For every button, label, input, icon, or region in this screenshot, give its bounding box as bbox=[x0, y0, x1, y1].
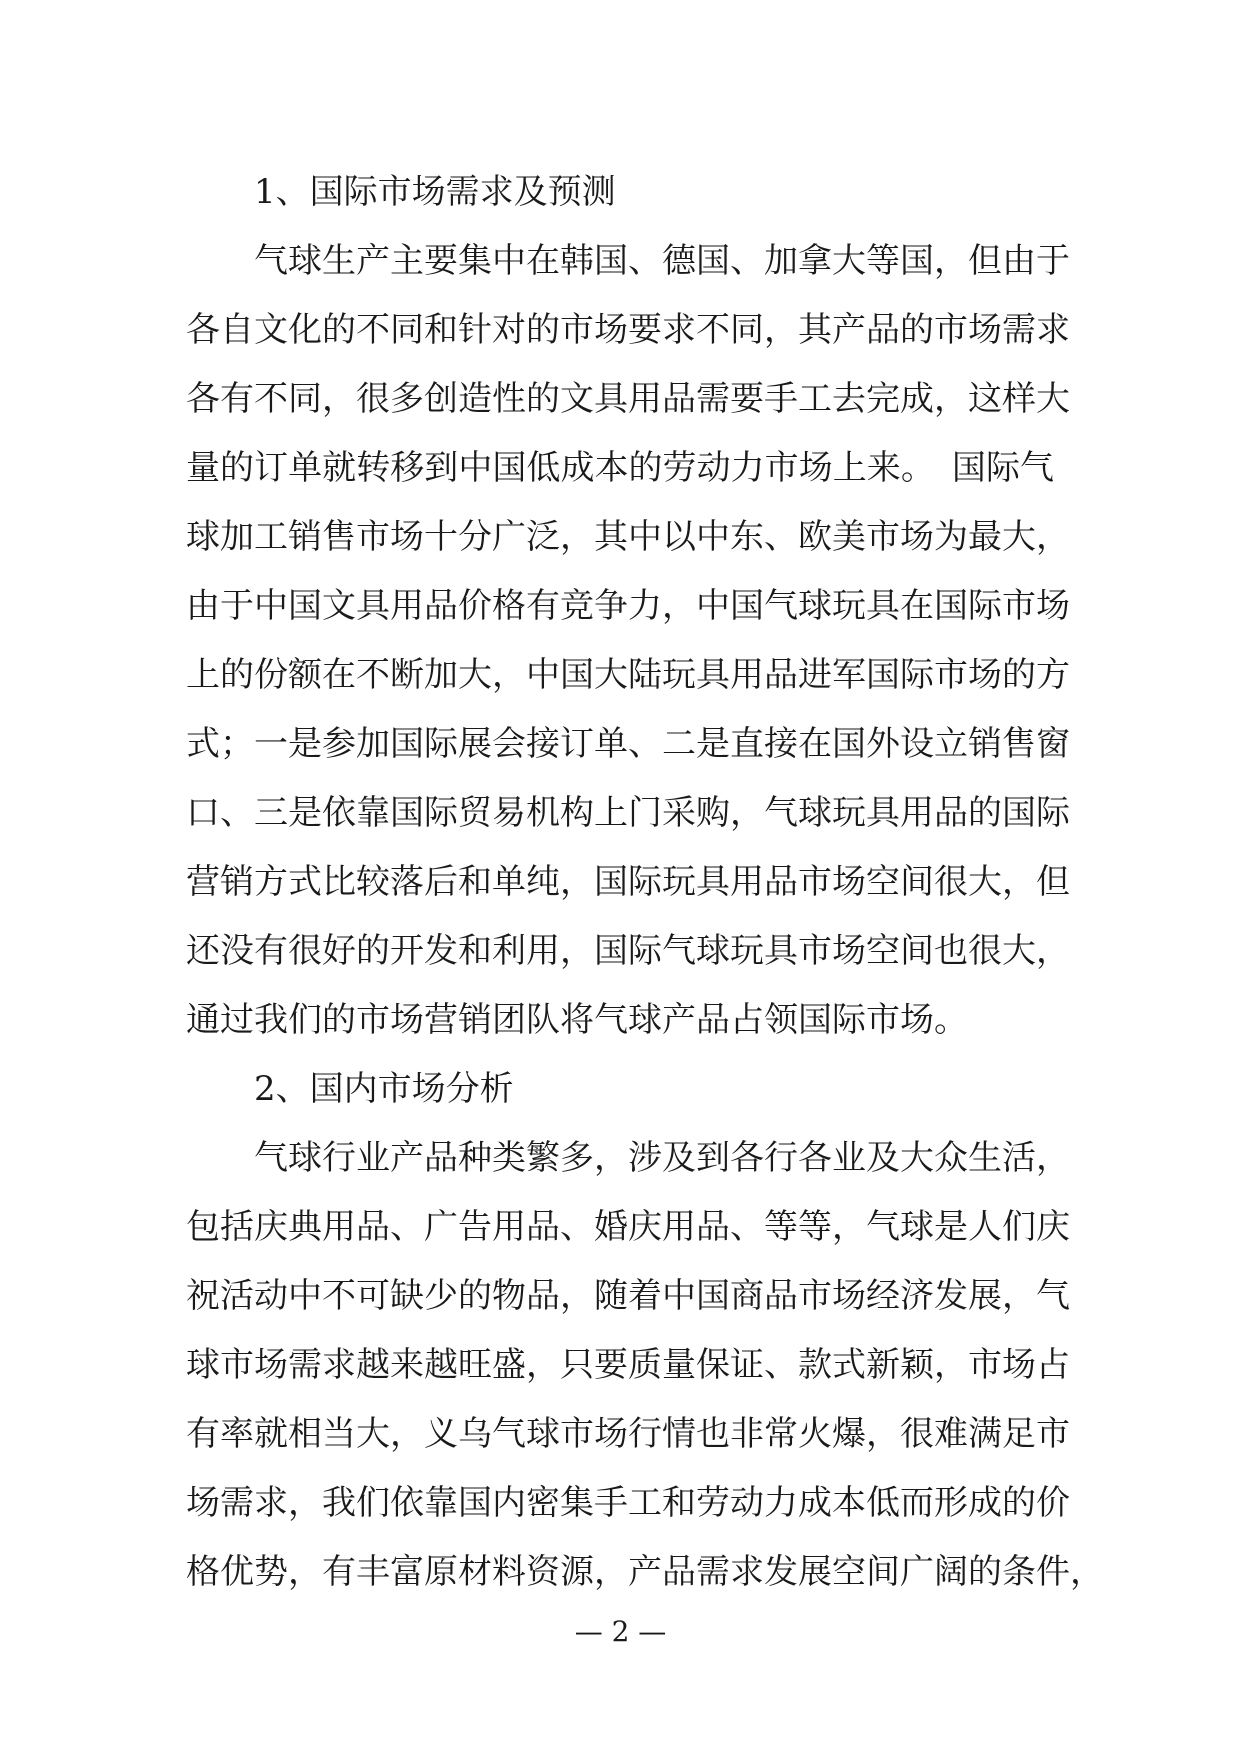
paragraph-line: 场需求，我们依靠国内密集手工和劳动力成本低而形成的价 bbox=[186, 1483, 1070, 1523]
section-heading-domestic-market: 2、国内市场分析 bbox=[254, 1069, 514, 1109]
paragraph-line: 格优势，有丰富原材料资源，产品需求发展空间广阔的条件， bbox=[186, 1552, 1104, 1592]
paragraph-line: 包括庆典用品、广告用品、婚庆用品、等等，气球是人们庆 bbox=[186, 1207, 1070, 1247]
paragraph-line-last: 通过我们的市场营销团队将气球产品占领国际市场。 bbox=[186, 1000, 968, 1040]
paragraph-line: 营销方式比较落后和单纯，国际玩具用品市场空间很大，但 bbox=[186, 862, 1070, 902]
paragraph-line: 各有不同，很多创造性的文具用品需要手工去完成，这样大 bbox=[186, 379, 1070, 419]
paragraph-line: 量的订单就转移到中国低成本的劳动力市场上来。 国际气 bbox=[186, 448, 1054, 488]
paragraph-line: 祝活动中不可缺少的物品，随着中国商品市场经济发展，气 bbox=[186, 1276, 1070, 1316]
document-body bbox=[186, 164, 1104, 1613]
paragraph-line: 式；一是参加国际展会接订单、二是直接在国外设立销售窗 bbox=[186, 724, 1070, 764]
section-heading-international-market: 1、国际市场需求及预测 bbox=[254, 172, 616, 212]
paragraph-line: 还没有很好的开发和利用，国际气球玩具市场空间也很大， bbox=[186, 931, 1070, 971]
paragraph-line: 有率就相当大，义乌气球市场行情也非常火爆，很难满足市 bbox=[186, 1414, 1070, 1454]
paragraph-line: 各自文化的不同和针对的市场要求不同，其产品的市场需求 bbox=[186, 310, 1070, 350]
paragraph-line: 气球行业产品种类繁多，涉及到各行各业及大众生活， bbox=[254, 1138, 1070, 1178]
paragraph-line: 由于中国文具用品价格有竞争力，中国气球玩具在国际市场 bbox=[186, 586, 1070, 626]
page-number: — 2 — bbox=[574, 1615, 667, 1648]
paragraph-line: 球加工销售市场十分广泛，其中以中东、欧美市场为最大， bbox=[186, 517, 1070, 557]
paragraph-line: 口、三是依靠国际贸易机构上门采购，气球玩具用品的国际 bbox=[186, 793, 1070, 833]
paragraph-line: 气球生产主要集中在韩国、德国、加拿大等国，但由于 bbox=[254, 241, 1070, 281]
paragraph-line: 上的份额在不断加大，中国大陆玩具用品进军国际市场的方 bbox=[186, 655, 1070, 695]
paragraph-line: 球市场需求越来越旺盛，只要质量保证、款式新颖，市场占 bbox=[186, 1345, 1070, 1385]
